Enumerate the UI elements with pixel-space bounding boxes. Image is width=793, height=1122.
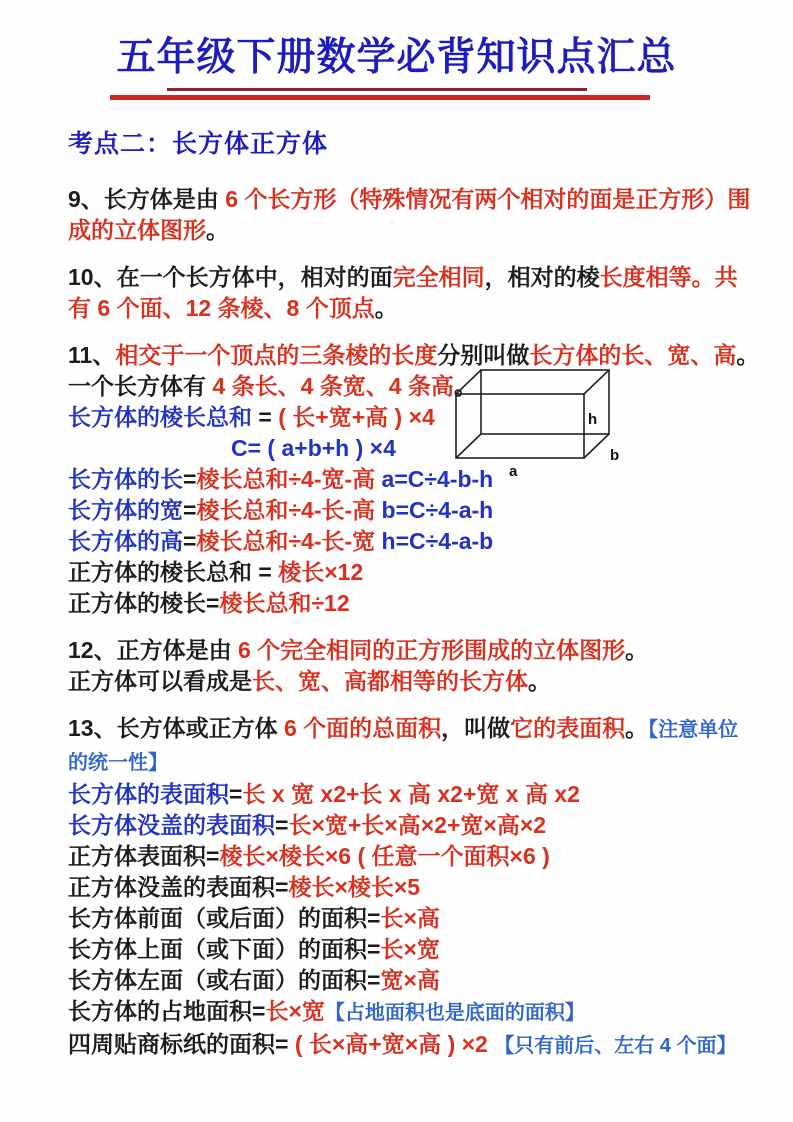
title-underline-dark xyxy=(167,88,587,91)
text-line: 正方体没盖的表面积=棱长×棱长×5 xyxy=(68,874,421,900)
text-line: 12、正方体是由 6 个完全相同的正方形围成的立体图形。 xyxy=(68,637,649,663)
title-underline xyxy=(0,82,793,108)
text-line: 的统一性】 xyxy=(68,752,168,774)
point-10 xyxy=(68,262,753,324)
text-line: 长方体的宽=棱长总和÷4-长-高 b=C÷4-a-h xyxy=(68,497,494,523)
text-line: 正方体可以看成是长、宽、高都相等的长方体。 xyxy=(68,668,551,694)
text-line: 长方体前面（或后面）的面积=长×高 xyxy=(68,905,440,931)
text-line: 长方体上面（或下面）的面积=长×宽 xyxy=(68,936,440,962)
section-heading: 考点二：长方体正方体 xyxy=(68,130,329,158)
point-12 xyxy=(68,635,753,697)
text-line: 正方体表面积=棱长×棱长×6 ( 任意一个面积×6 ) xyxy=(68,843,550,869)
text-line: 成的立体图形。 xyxy=(68,217,229,243)
text-line: 11、相交于一个顶点的三条棱的长度分别叫做长方体的长、宽、高。 xyxy=(68,342,760,368)
title-underline-red xyxy=(110,95,650,100)
text-line: 四周贴商标纸的面积= ( 长×高+宽×高 ) ×2 【只有前后、左右 4 个面】 xyxy=(68,1031,737,1057)
edge-label-b: b xyxy=(610,447,620,464)
text-line: 正方体的棱长=棱长总和÷12 xyxy=(68,590,350,616)
content xyxy=(68,184,760,1062)
text-line: 长方体左面（或右面）的面积=宽×高 xyxy=(68,967,440,993)
text-line: 正方体的棱长总和 = 棱长×12 xyxy=(68,559,364,585)
point-9 xyxy=(68,184,753,246)
page-title: 五年级下册数学必背知识点汇总 xyxy=(116,36,677,79)
text-line: 长方体的占地面积=长×宽【占地面积也是底面的面积】 xyxy=(68,998,585,1024)
text-line: 10、在一个长方体中，相对的面完全相同，相对的棱长度相等。共 xyxy=(68,264,738,290)
text-line: 长方体的高=棱长总和÷4-长-宽 h=C÷4-a-b xyxy=(68,528,494,554)
edge-label-a: a xyxy=(509,463,518,478)
text-line: 9、长方体是由 6 个长方形（特殊情况有两个相对的面是正方形）围 xyxy=(68,186,751,212)
point-11 xyxy=(68,340,760,619)
text-line: 长方体的表面积=长 x 宽 x2+长 x 高 x2+宽 x 高 x2 xyxy=(68,781,580,807)
text-line: 有 6 个面、12 条棱、8 个顶点。 xyxy=(68,295,398,321)
text-line: 长方体的棱长总和 = ( 长+宽+高 ) ×4 xyxy=(68,404,435,430)
text-line: 一个长方体有 4 条长、4 条宽、4 条高。 xyxy=(68,373,477,399)
text-line: 13、长方体或正方体 6 个面的总面积，叫做它的表面积。【注意单位 xyxy=(68,715,739,741)
edge-label-h: h xyxy=(588,411,598,428)
text-line: 长方体的长=棱长总和÷4-宽-高 a=C÷4-b-h xyxy=(68,466,494,492)
point-13 xyxy=(68,713,753,1062)
text-line: 长方体没盖的表面积=长×宽+长×高×2+宽×高×2 xyxy=(68,812,547,838)
text-line: C= ( a+b+h ) ×4 xyxy=(231,435,396,461)
